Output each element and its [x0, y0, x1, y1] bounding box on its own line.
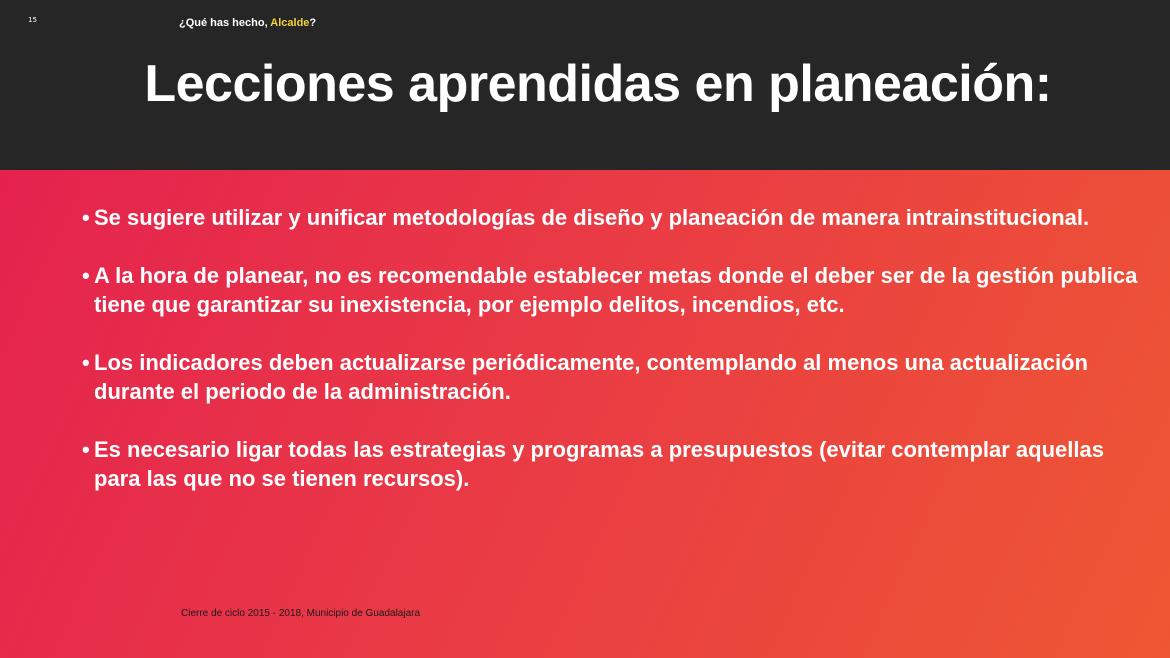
bullet-marker: •: [82, 263, 90, 288]
bullet-text: Es necesario ligar todas las estrategias y programas a presupuestos (evitar contemplar aquellas para las que no se tienen recursos).: [94, 437, 1104, 491]
content-area: [0, 170, 1170, 658]
bullet-marker: •: [82, 437, 90, 462]
tagline-prefix: ¿Qué has hecho,: [179, 17, 271, 29]
bullet-text: Se sugiere utilizar y unificar metodologías de diseño y planeación de manera intrainstitucional.: [94, 205, 1090, 230]
bullet-item: [82, 435, 1142, 493]
header-band: [0, 0, 1170, 170]
page-number: 15: [28, 16, 37, 24]
bullet-list: [82, 203, 1142, 522]
bullet-item: [82, 348, 1142, 406]
bullet-text: Los indicadores deben actualizarse periódicamente, contemplando al menos una actualización durante el periodo de la administración.: [94, 350, 1088, 404]
footer-text: Cierre de ciclo 2015 - 2018, Municipio de Guadalajara: [181, 608, 421, 619]
tagline: [179, 17, 316, 29]
tagline-highlight: Alcalde: [270, 17, 310, 29]
bullet-item: [82, 203, 1142, 232]
bullet-marker: •: [82, 205, 90, 230]
bullet-text: A la hora de planear, no es recomendable establecer metas donde el deber ser de la gestión publica tiene que garantizar su inexistencia, por ejemplo delitos, incendios, etc.: [94, 263, 1138, 317]
bullet-item: [82, 261, 1142, 319]
tagline-suffix: ?: [309, 17, 317, 29]
bullet-marker: •: [82, 350, 90, 375]
slide-title: Lecciones aprendidas en planeación:: [144, 55, 1052, 113]
